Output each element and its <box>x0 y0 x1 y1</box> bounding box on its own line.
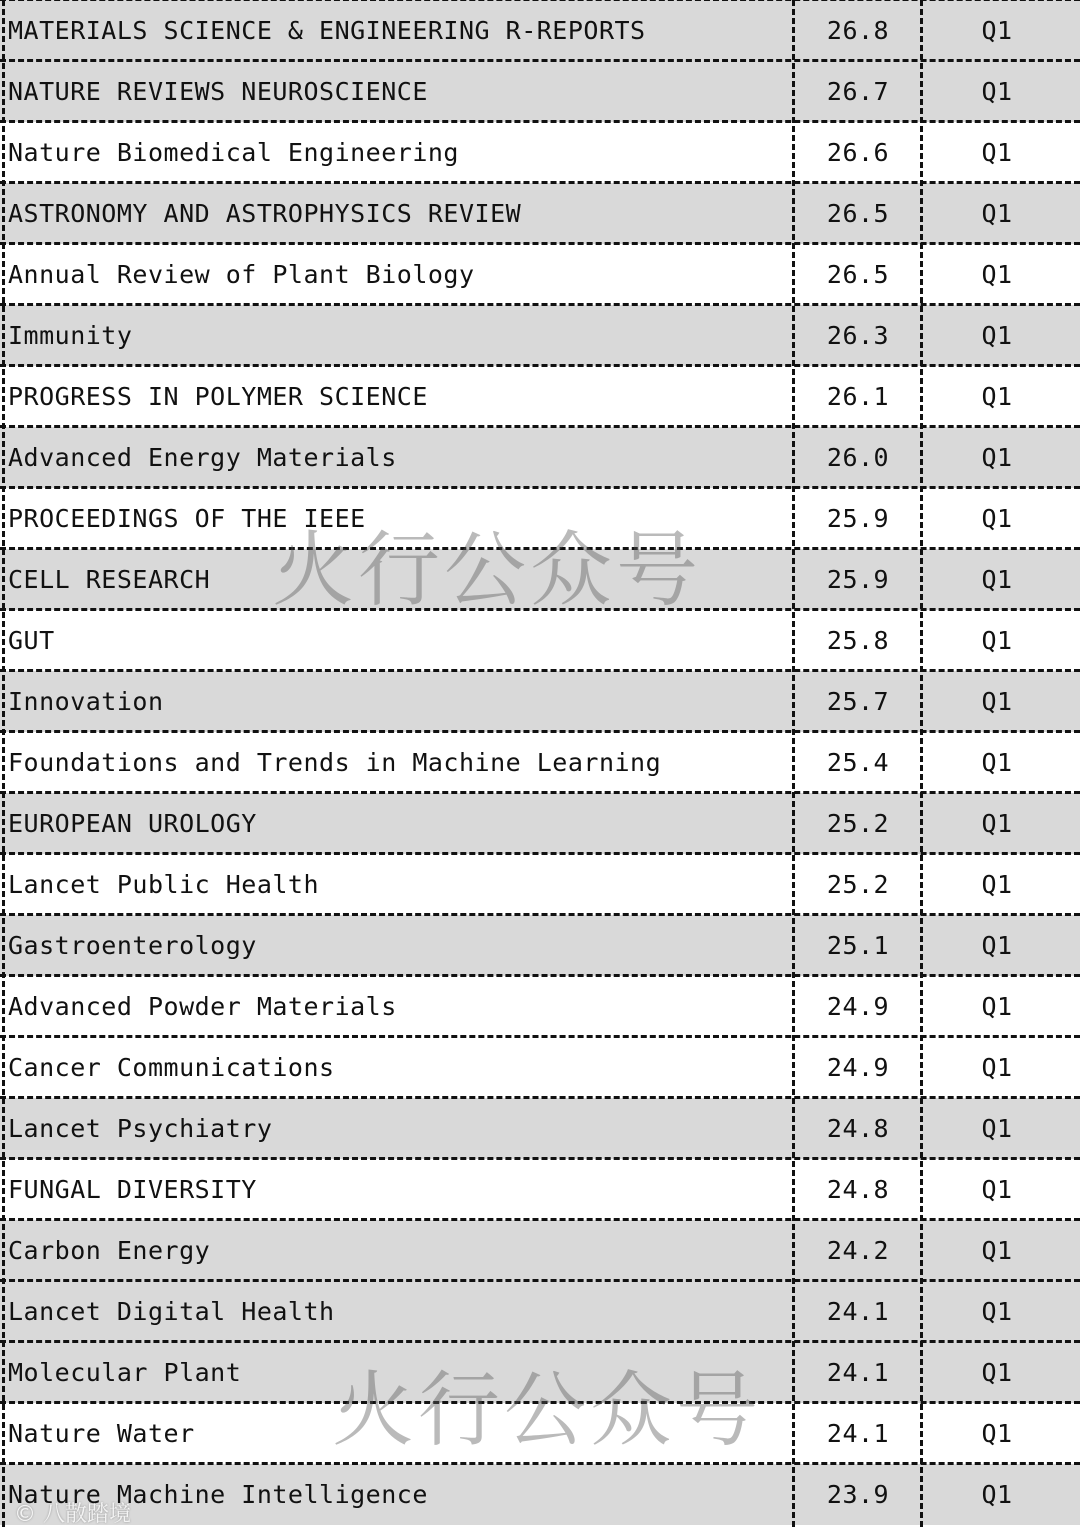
impact-factor-cell: 24.1 <box>826 1419 890 1448</box>
row-divider <box>0 608 1080 611</box>
impact-factor-cell: 25.7 <box>826 687 890 716</box>
row-divider <box>0 486 1080 489</box>
journal-name-cell: PROCEEDINGS OF THE IEEE <box>8 504 366 533</box>
quartile-cell: Q1 <box>981 565 1013 594</box>
table-row <box>0 61 1080 122</box>
table-row <box>0 305 1080 366</box>
row-divider <box>0 120 1080 123</box>
column-divider <box>920 0 923 1527</box>
row-divider <box>0 1157 1080 1160</box>
journal-name-cell: Gastroenterology <box>8 931 257 960</box>
journal-name-cell: Molecular Plant <box>8 1358 242 1387</box>
row-divider <box>0 1340 1080 1343</box>
quartile-cell: Q1 <box>981 1175 1013 1204</box>
row-divider <box>0 669 1080 672</box>
impact-factor-cell: 26.7 <box>826 77 890 106</box>
quartile-cell: Q1 <box>981 1358 1013 1387</box>
quartile-cell: Q1 <box>981 443 1013 472</box>
impact-factor-cell: 24.8 <box>826 1175 890 1204</box>
column-divider <box>2 0 5 1527</box>
table-row <box>0 488 1080 549</box>
journal-name-cell: FUNGAL DIVERSITY <box>8 1175 257 1204</box>
table-row <box>0 0 1080 61</box>
impact-factor-cell: 25.2 <box>826 870 890 899</box>
table-row <box>0 122 1080 183</box>
table-row <box>0 976 1080 1037</box>
row-divider <box>0 791 1080 794</box>
table-row <box>0 915 1080 976</box>
row-divider <box>0 913 1080 916</box>
quartile-cell: Q1 <box>981 870 1013 899</box>
impact-factor-cell: 24.8 <box>826 1114 890 1143</box>
row-divider <box>0 547 1080 550</box>
journal-name-cell: ASTRONOMY AND ASTROPHYSICS REVIEW <box>8 199 522 228</box>
table-row <box>0 1464 1080 1525</box>
table-row <box>0 1159 1080 1220</box>
journal-name-cell: NATURE REVIEWS NEUROSCIENCE <box>8 77 428 106</box>
row-divider <box>0 242 1080 245</box>
quartile-cell: Q1 <box>981 504 1013 533</box>
quartile-cell: Q1 <box>981 260 1013 289</box>
journal-name-cell: Annual Review of Plant Biology <box>8 260 475 289</box>
journal-name-cell: Immunity <box>8 321 133 350</box>
impact-factor-cell: 26.5 <box>826 260 890 289</box>
journal-name-cell: Advanced Powder Materials <box>8 992 397 1021</box>
impact-factor-cell: 25.1 <box>826 931 890 960</box>
row-divider <box>0 1218 1080 1221</box>
row-divider <box>0 1462 1080 1465</box>
table-row <box>0 610 1080 671</box>
journal-name-cell: CELL RESEARCH <box>8 565 211 594</box>
row-divider <box>0 181 1080 184</box>
quartile-cell: Q1 <box>981 1236 1013 1265</box>
table-row <box>0 671 1080 732</box>
table-row <box>0 1037 1080 1098</box>
journal-name-cell: EUROPEAN UROLOGY <box>8 809 257 838</box>
table-row <box>0 1403 1080 1464</box>
journal-name-cell: Carbon Energy <box>8 1236 211 1265</box>
quartile-cell: Q1 <box>981 809 1013 838</box>
row-divider <box>0 974 1080 977</box>
impact-factor-cell: 26.6 <box>826 138 890 167</box>
impact-factor-cell: 25.2 <box>826 809 890 838</box>
impact-factor-cell: 25.4 <box>826 748 890 777</box>
impact-factor-cell: 24.1 <box>826 1297 890 1326</box>
quartile-cell: Q1 <box>981 1480 1013 1509</box>
impact-factor-cell: 25.9 <box>826 504 890 533</box>
impact-factor-cell: 24.9 <box>826 1053 890 1082</box>
impact-factor-cell: 26.1 <box>826 382 890 411</box>
impact-factor-cell: 24.1 <box>826 1358 890 1387</box>
table-row <box>0 1281 1080 1342</box>
quartile-cell: Q1 <box>981 321 1013 350</box>
row-divider <box>0 364 1080 367</box>
table-row <box>0 854 1080 915</box>
journal-name-cell: Foundations and Trends in Machine Learning <box>8 748 662 777</box>
impact-factor-cell: 23.9 <box>826 1480 890 1509</box>
row-divider <box>0 730 1080 733</box>
impact-factor-cell: 26.8 <box>826 16 890 45</box>
quartile-cell: Q1 <box>981 1297 1013 1326</box>
impact-factor-cell: 24.2 <box>826 1236 890 1265</box>
row-divider <box>0 1279 1080 1282</box>
table-row <box>0 366 1080 427</box>
row-divider <box>0 0 1080 1</box>
row-divider <box>0 59 1080 62</box>
journal-name-cell: Nature Water <box>8 1419 195 1448</box>
quartile-cell: Q1 <box>981 992 1013 1021</box>
table-row <box>0 183 1080 244</box>
table-row <box>0 732 1080 793</box>
quartile-cell: Q1 <box>981 1114 1013 1143</box>
row-divider <box>0 1401 1080 1404</box>
impact-factor-cell: 26.3 <box>826 321 890 350</box>
row-divider <box>0 852 1080 855</box>
journal-name-cell: Lancet Psychiatry <box>8 1114 273 1143</box>
journal-name-cell: Cancer Communications <box>8 1053 335 1082</box>
quartile-cell: Q1 <box>981 199 1013 228</box>
impact-factor-cell: 26.5 <box>826 199 890 228</box>
quartile-cell: Q1 <box>981 382 1013 411</box>
journal-name-cell: Lancet Digital Health <box>8 1297 335 1326</box>
impact-factor-cell: 25.9 <box>826 565 890 594</box>
quartile-cell: Q1 <box>981 687 1013 716</box>
quartile-cell: Q1 <box>981 16 1013 45</box>
table-row <box>0 1342 1080 1403</box>
row-divider <box>0 1096 1080 1099</box>
quartile-cell: Q1 <box>981 626 1013 655</box>
journal-name-cell: Nature Machine Intelligence <box>8 1480 428 1509</box>
row-divider <box>0 1035 1080 1038</box>
column-divider <box>792 0 795 1527</box>
table-row <box>0 1220 1080 1281</box>
journal-name-cell: GUT <box>8 626 55 655</box>
image-credit: © 八散踏境 <box>14 1502 131 1527</box>
journal-name-cell: Advanced Energy Materials <box>8 443 397 472</box>
quartile-cell: Q1 <box>981 931 1013 960</box>
journal-name-cell: MATERIALS SCIENCE & ENGINEERING R-REPORTS <box>8 16 646 45</box>
table-row <box>0 549 1080 610</box>
table-row <box>0 793 1080 854</box>
watermark-bottom: 火行公众号 <box>332 1363 763 1458</box>
quartile-cell: Q1 <box>981 1053 1013 1082</box>
table-row <box>0 1098 1080 1159</box>
impact-factor-cell: 26.0 <box>826 443 890 472</box>
quartile-cell: Q1 <box>981 1419 1013 1448</box>
watermark-top: 火行公众号 <box>272 523 703 618</box>
impact-factor-cell: 25.8 <box>826 626 890 655</box>
journal-name-cell: Innovation <box>8 687 164 716</box>
row-divider <box>0 425 1080 428</box>
journal-name-cell: Lancet Public Health <box>8 870 320 899</box>
quartile-cell: Q1 <box>981 138 1013 167</box>
quartile-cell: Q1 <box>981 748 1013 777</box>
journal-name-cell: Nature Biomedical Engineering <box>8 138 459 167</box>
impact-factor-cell: 24.9 <box>826 992 890 1021</box>
journal-name-cell: PROGRESS IN POLYMER SCIENCE <box>8 382 428 411</box>
row-divider <box>0 303 1080 306</box>
table-row <box>0 244 1080 305</box>
quartile-cell: Q1 <box>981 77 1013 106</box>
table-row <box>0 427 1080 488</box>
